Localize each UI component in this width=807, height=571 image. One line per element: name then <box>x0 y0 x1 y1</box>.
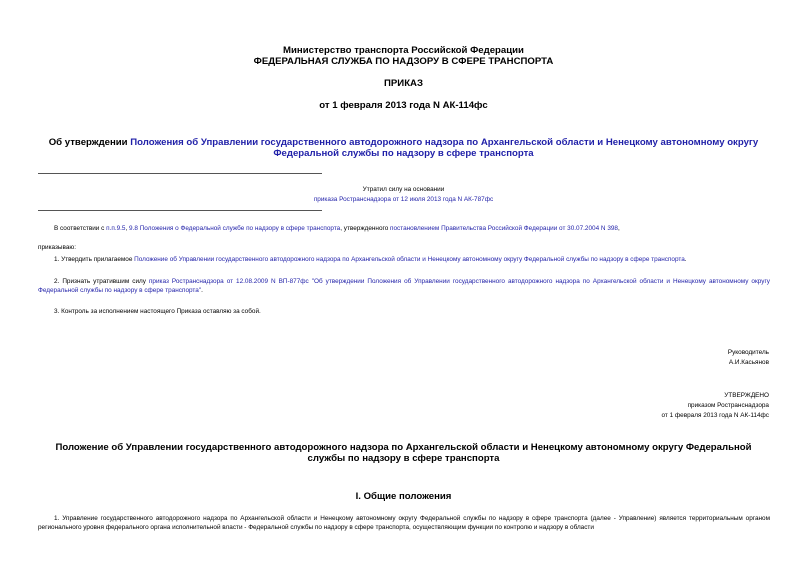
repeal-order-link[interactable]: приказа Ространснадзора от 12 июля 2013 года N АК-787фс <box>313 196 494 203</box>
regulation-paragraph-1: 1. Управление государственного автодорожного надзора по Архангельской области и Ненецкому автономному округу Федеральной службы по надзору в сфере транспорта (далее - Управление) является территориальным органом регионального уровня федерального органа исполнительной власти - Федеральной службы по надзору в сфере транспорта, осуществляющим функции по контролю и надзору в области <box>38 515 770 531</box>
order-item-3: 3. Контроль за исполнением настоящего Приказа оставляю за собой. <box>54 308 261 315</box>
doc-type: ПРИКАЗ <box>384 78 423 89</box>
preamble-text-1: В соответствии с <box>54 225 107 232</box>
clause-9-8-link[interactable]: 9.8 Положения о Федеральной службе по надзору в сфере транспорта <box>129 225 341 232</box>
regulation-link[interactable]: Положения об Управлении государственного автодорожного надзора по Архангельской области и Ненецкому автономному округу Федеральной службы по надзору в сфере транспорта <box>130 137 759 159</box>
item-1-link[interactable]: Положение об Управлении государственного автодорожного надзора по Архангельской области и Ненецкому автономному округу Федеральной службы по надзору в сфере транспорта <box>134 256 685 263</box>
item-2-text: 2. Признать утратившим силу <box>54 278 149 285</box>
preamble-text-3: , утвержденного <box>340 225 391 232</box>
approval-line-1: УТВЕРЖДЕНО <box>724 392 769 399</box>
service-name: ФЕДЕРАЛЬНАЯ СЛУЖБА ПО НАДЗОРУ В СФЕРЕ ТРАНСПОРТА <box>253 56 554 67</box>
order-word: приказываю: <box>38 244 76 251</box>
order-item-1 <box>38 255 770 264</box>
approval-line-3: от 1 февраля 2013 года N АК-114фс <box>661 412 769 419</box>
item-2-link[interactable]: приказ Ространснадзора от 12.08.2009 N ВП-877фс "Об утверждении Положения об Управлении государственного автодорожного надзора по Архангельской области и Ненецкому автономному округу Федеральной службы по надзору в сфере транспорта" <box>38 278 770 294</box>
clause-9-5-link[interactable]: п.п.9.5 <box>106 225 126 232</box>
item-1-end: . <box>684 256 687 263</box>
signatory-role: Руководитель <box>727 349 769 356</box>
status-line: Утратил силу на основании <box>362 186 445 193</box>
doc-date: от 1 февраля 2013 года N АК-114фс <box>319 100 488 111</box>
government-decree-link[interactable]: постановлением Правительства Российской Федерации от 30.07.2004 N 398 <box>390 225 618 232</box>
ministry-name: Министерство транспорта Российской Федерации <box>283 45 524 56</box>
regulation-title: Положение об Управлении государственного автодорожного надзора по Архангельской области и Ненецкому автономному округу Федеральной службы по надзору в сфере транспорта <box>55 442 752 464</box>
signatory-name: А.И.Касьянов <box>728 359 769 366</box>
preamble-text-4: , <box>617 225 620 232</box>
preamble <box>38 224 770 233</box>
order-title <box>40 137 767 159</box>
preamble-text-2: , <box>125 225 130 232</box>
order-item-2 <box>38 277 770 295</box>
status-rule-bottom <box>38 210 322 211</box>
approval-line-2: приказом Ространснадзора <box>687 402 769 409</box>
item-2-end: . <box>201 287 203 294</box>
status-rule-top <box>38 173 322 174</box>
item-1-text: 1. Утвердить прилагаемое <box>54 256 135 263</box>
order-title-prefix: Об утверждении <box>48 137 131 148</box>
section-heading: I. Общие положения <box>355 491 452 502</box>
